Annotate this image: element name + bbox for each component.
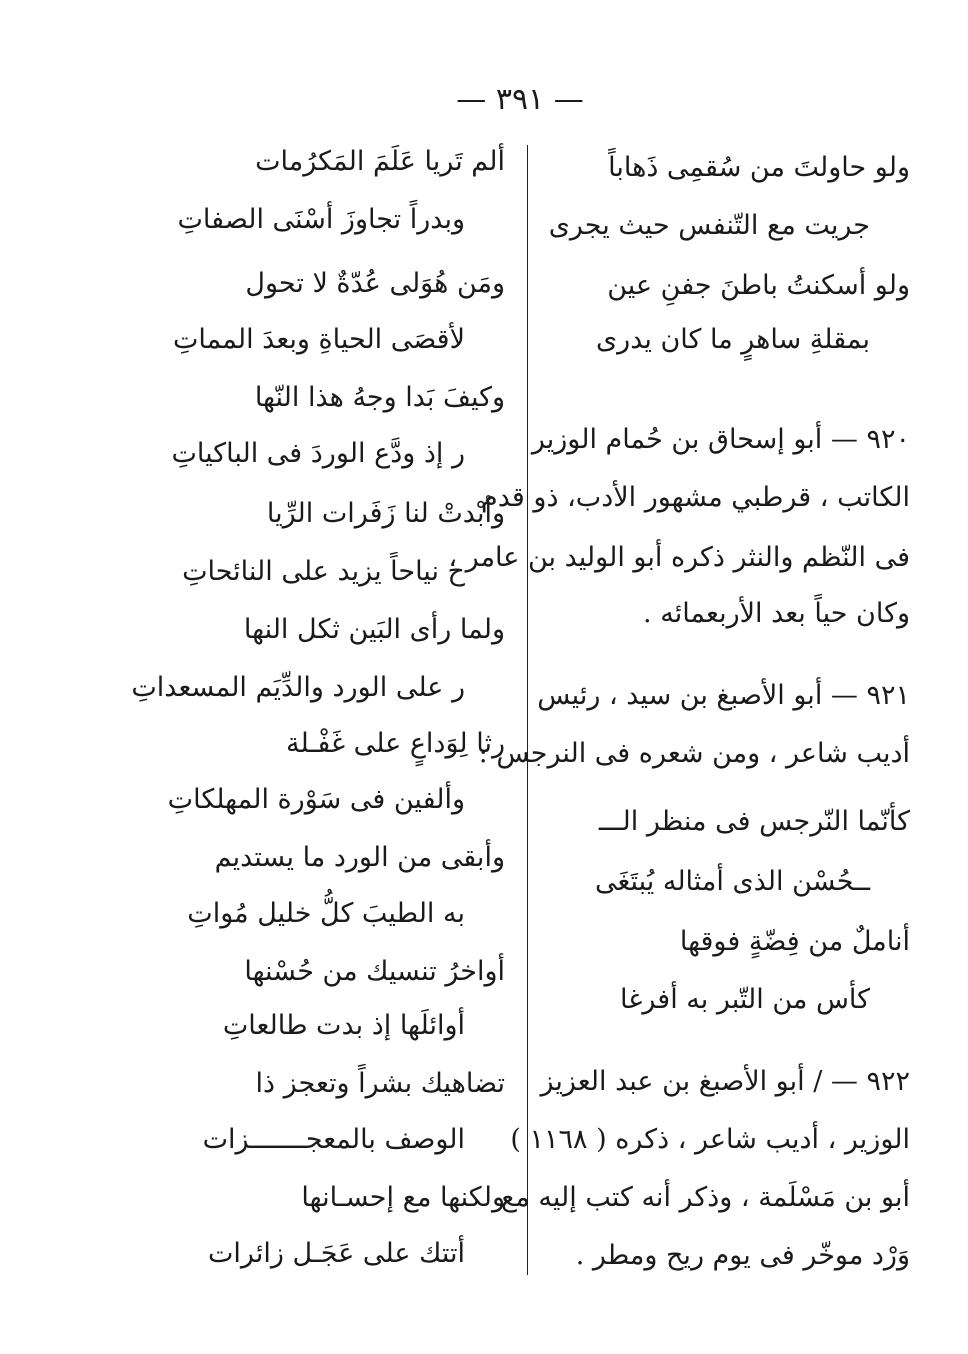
verse-line: ألم تَريا عَلَمَ المَكرُمات [255,146,505,177]
verse-line: الوصف بالمعجـــــــزات [202,1124,465,1155]
paragraph-line: وكان حياً بعد الأربعمائه . [643,598,910,629]
column-divider [527,145,528,1275]
paragraph-line: أديب شاعر ، ومن شعره فى النرجس : [478,738,910,769]
verse-line: أواخرُ تنسيك من حُسْنها [244,956,505,987]
verse-line: رثا لِوَداعٍ على غَفْـلة [286,728,505,759]
verse-line: ولكنها مع إحسـانها [301,1182,505,1213]
verse-line: ر على الورد والدِّيَم المسعداتِ [131,672,465,703]
entry-922-heading: ٩٢٢ — / أبو الأصبغ بن عبد العزيز [540,1066,910,1097]
verse-line: أتتك على عَجَـل زائرات [208,1238,465,1269]
verse-line: أوائلَها إذ بدت طالعاتِ [222,1010,465,1041]
verse-line: ر إذ ودَّع الوردَ فى الباكياتِ [171,438,465,469]
paragraph-line: فى النّظم والنثر ذكره أبو الوليد بن عامر ، [448,542,910,573]
paragraph-line: الكاتب ، قرطبي مشهور الأدب، ذو قدم [481,482,910,513]
paragraph-line: الوزير ، أديب شاعر ، ذكره ( ١١٦٨ ) [510,1124,910,1155]
verse-line: وأبْدتْ لنا زَفَرات الرِّيا [266,498,505,529]
verse-line: وكيفَ بَدا وجهُ هذا النّها [254,382,505,413]
verse-line: به الطيبَ كلُّ خليل مُواتِ [187,898,465,929]
verse-line: أناملٌ من فِضّةٍ فوقها [679,926,910,957]
verse-line: ح نياحاً يزيد على النائحاتِ [182,556,465,587]
verse-line: ــحُسْن الذى أمثاله يُبتَغَى [594,866,870,897]
verse-line: وأبقى من الورد ما يستديم [214,842,505,873]
verse-line: وبدراً تجاوزَ أسْنَى الصفاتِ [177,204,465,235]
verse-line: جريت مع التّنفس حيث يجرى [548,210,870,241]
verse-line: ومَن هُوَلى عُدّةٌ لا تحول [245,268,505,299]
verse-line: لأقصَى الحياةِ وبعدَ المماتِ [173,324,465,355]
entry-921-heading: ٩٢١ — أبو الأصبغ بن سيد ، رئيس [537,680,910,711]
verse-line: وألفين فى سَوْرة المهلكاتِ [167,784,465,815]
verse-line: كأنّما النّرجس فى منظر الـــ [598,806,910,837]
verse-line: كأس من التّبر به أفرغا [620,984,870,1015]
page-number: — ٣٩١ — [456,82,584,117]
entry-920-heading: ٩٢٠ — أبو إسحاق بن حُمام الوزير [531,424,910,455]
verse-line: بمقلةِ ساهرٍ ما كان يدرى [596,324,870,355]
verse-line: ولما رأى البَين ثكل النها [243,614,505,645]
verse-line: ولو حاولتَ من سُقمِى ذَهاباً [608,152,910,183]
paragraph-line: أبو بن مَسْلَمة ، وذكر أنه كتب إليه مع [501,1182,910,1213]
verse-line: تضاهيك بشراً وتعجز ذا [255,1068,505,1099]
verse-line: ولو أسكنتُ باطنَ جفنِ عين [607,270,910,301]
paragraph-line: وَرْد موخّر فى يوم ريح ومطر . [575,1240,910,1271]
